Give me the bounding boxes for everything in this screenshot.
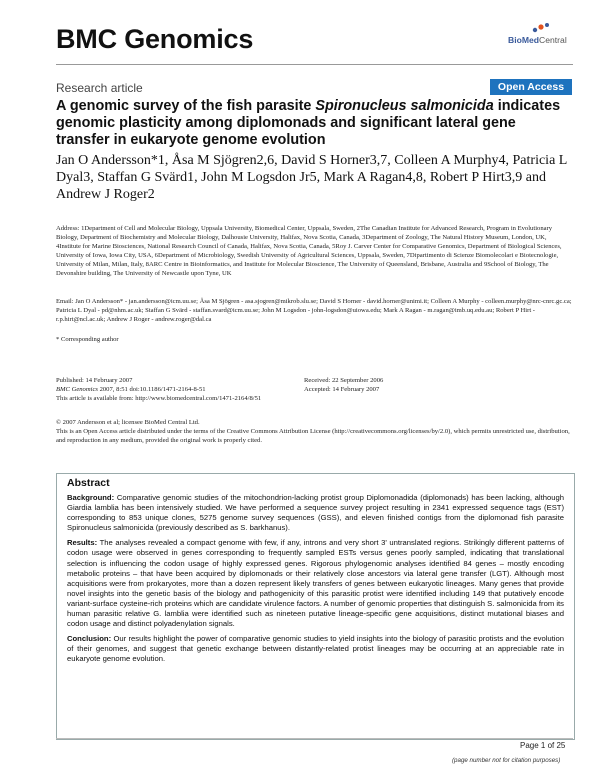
abstract-header bbox=[57, 474, 574, 488]
title-species: Spironucleus salmonicida bbox=[315, 98, 494, 114]
logo-text bbox=[508, 35, 567, 45]
abstract-results bbox=[67, 538, 564, 629]
email-list: Email: Jan O Andersson* - jan.andersson@icm.uu.se; Åsa M Sjögren - asa.sjogren@mikrob.slu.se; David S Horner - david.horner@unimi.it; Colleen A Murphy - colleen.murphy@nrc-cnrc.gc.ca; Patricia L Dyal - pd@nhm.ac.uk; Staffan G Svärd - staffan.svard@icm.uu.se; John M Logsdon - john-logsdon@uiowa.edu; Mark A Ragan - m.ragan@imb.uq.edu.au; Robert P Hirt - r.p.hirt@ncl.ac.uk; Andrew J Roger - andrew.roger@dal.ca bbox=[56, 298, 572, 324]
abstract-conclusion bbox=[67, 634, 564, 664]
citation bbox=[56, 385, 296, 394]
article-url[interactable]: This article is available from: http://www.biomedcentral.com/1471-2164/8/51 bbox=[56, 395, 262, 403]
publication-info bbox=[56, 376, 296, 403]
abstract-heading: Abstract bbox=[67, 477, 110, 489]
page-number-note: (page number not for citation purposes) bbox=[452, 757, 561, 764]
copyright-notice bbox=[56, 418, 573, 445]
footer-rule bbox=[56, 738, 573, 739]
logo-central: Central bbox=[539, 35, 567, 45]
article-type: Research article bbox=[56, 81, 143, 95]
results-label: Results: bbox=[67, 538, 98, 548]
author-list: Jan O Andersson*1, Åsa M Sjögren2,6, David S Horner3,7, Colleen A Murphy4, Patricia L Dyal3, Staffan G Svärd1, John M Logsdon Jr5, Mark A Ragan4,8, Robert P Hirt3,9 and Andrew J Roger2 bbox=[56, 153, 567, 202]
article-title bbox=[56, 98, 571, 149]
page-number: Page 1 of 25 bbox=[520, 741, 566, 750]
biomed-central-logo bbox=[508, 22, 567, 52]
abstract-background bbox=[67, 493, 564, 533]
received-info bbox=[304, 376, 504, 394]
accepted-date: Accepted: 14 February 2007 bbox=[304, 386, 380, 394]
citation-details: 2007, 8:51 doi:10.1186/1471-2164-8-51 bbox=[97, 386, 206, 394]
citation-journal: BMC Genomics bbox=[56, 386, 98, 394]
corresponding-author-note: * Corresponding author bbox=[56, 336, 119, 343]
abstract-body bbox=[67, 493, 564, 670]
affiliations: Address: 1Department of Cell and Molecular Biology, Uppsala University, Biomedical Center, Uppsala, Sweden, 2The Canadian Institute for Advanced Research, Program in Evolutionary Biology, Department of Biochemistry and Molecular Biology, Dalhousie University, Halifax, Nova Scotia, Canada, 3Department of Zoology, The Natural History Museum, London, UK, 4Institute for Marine Biosciences, National Research Council of Canada, Halifax, Nova Scotia, Canada, 5Roy J. Carver Center for Comparative Genomics, Department of Biological Sciences, University of Iowa, Iowa City, USA, 6Department of Microbiology, Swedish University of Agricultural Sciences, Uppsala, Sweden, 7Dipartimento di Scienze Biomolecolari e Biotecnologie, University of Milan, Milan, Italy, 8ARC Centre in Bioinformatics, and Institute for Molecular Bioscience, The University of Queensland, Brisbane, Australia and 9School of Biology, The Devonshire building, The University of Newcastle upon Tyne, UK bbox=[56, 225, 562, 278]
background-label: Background: bbox=[67, 493, 115, 502]
received-date: Received: 22 September 2006 bbox=[304, 377, 384, 384]
journal-title: BMC Genomics bbox=[56, 24, 254, 54]
header-rule bbox=[56, 64, 573, 65]
copyright-line: © 2007 Andersson et al; licensee BioMed Central Ltd. bbox=[56, 419, 200, 426]
logo-biomed: BioMed bbox=[508, 35, 540, 45]
title-part-2: indicates genomic plasticity among diplomonads and significant lateral gene transfer in eukaryote genome evolution bbox=[56, 98, 561, 148]
published-date: Published: 14 February 2007 bbox=[56, 377, 133, 384]
conclusion-label: Conclusion: bbox=[67, 634, 112, 644]
results-text: The analyses revealed a compact genome with few, if any, introns and very short 3' untranslated regions. Strikingly different patterns of codon usage were observed in genes corresponding to frequently sampled ESTs versus genes poorly sampled, indicating that translational selection is influencing the codon usage of highly expressed genes. Rigorous phylogenomic analyses identified 84 genes – mostly encoding metabolic proteins – that have been acquired by diplomonads or their relatively close ancestors via lateral gene transfer (LGT). Although most acquisitions were from prokaryotes, more than a dozen represent likely transfers of genes between eukaryotic lineages. Many genes that provide novel insights into the genetic basis of the biology and pathogenicity of this parasitic protist were identified including 149 that putatively encode variant-surface cysteine-rich proteins which are candidate virulence factors. A number of genomic properties that distinguish S. salmonicida from its human parasitic relative G. lamblia were identified such as nineteen putative lineage-specific gene acquisitions, distinct mutational biases and codon usage and distinct polyadenylation signals. bbox=[67, 538, 564, 629]
background-text: Comparative genomic studies of the mitochondrion-lacking protist group Diplomonadida (diplomonads) has been lacking, although Giardia lamblia has been intensively studied. We have performed a sequence survey project resulting in 2341 expressed sequence tags (EST) corresponding to 853 unique clones, 5275 genome survey sequences (GSS), and eleven finished contigs from the diplomonad fish parasite Spironucleus salmonicida (previously described as S. barkhanus). bbox=[67, 493, 564, 533]
abstract-box bbox=[56, 473, 575, 740]
open-access-badge[interactable]: Open Access bbox=[490, 79, 572, 95]
title-part-1: A genomic survey of the fish parasite bbox=[56, 98, 316, 114]
license-statement: This is an Open Access article distributed under the terms of the Creative Commons Attribution License (http://creativecommons.org/licenses/by/2.0), which permits unrestricted use, distribution, and reproduction in any medium, provided the original work is properly cited. bbox=[56, 428, 570, 445]
conclusion-text: Our results highlight the power of comparative genomic studies to yield insights into the biology of parasitic protists and the evolution of their genomes, and suggest that genetic exchange between distantly-related protist lineages may be occurring at an appreciable rate in eukaryote genome evolution. bbox=[67, 634, 564, 664]
logo-dots-icon bbox=[532, 22, 550, 34]
